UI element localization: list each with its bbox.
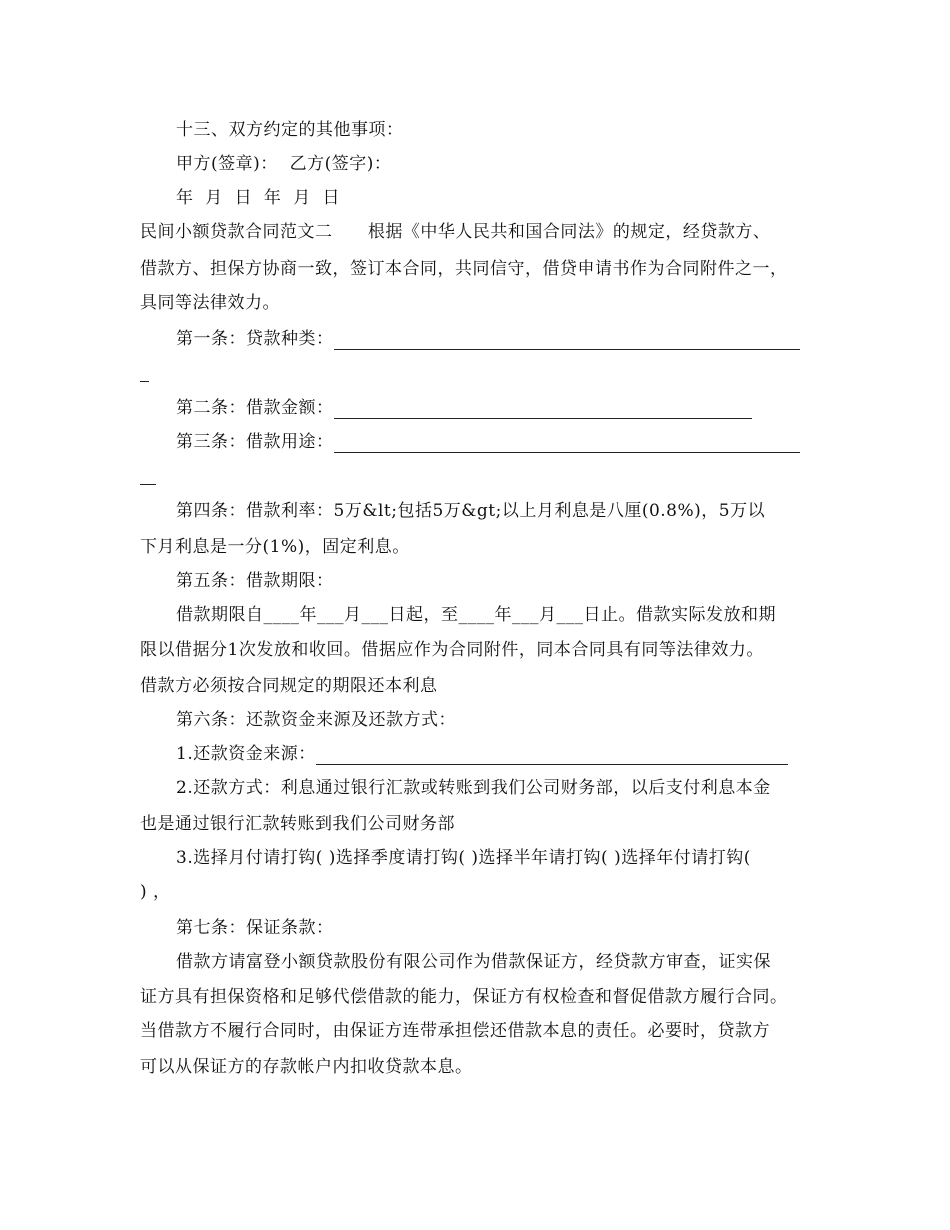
article-2-row	[176, 397, 856, 419]
clause-13-heading: 十三、双方约定的其他事项：	[176, 120, 404, 140]
date-line: 年 月 日 年 月 日	[176, 188, 341, 208]
article-2-label: 第二条：借款金额：	[176, 398, 334, 418]
article-7-line-3: 当借款方不履行合同时，由保证方连带承担偿还借款本息的责任。必要时，贷款方	[140, 1021, 770, 1041]
article-1-blank	[334, 333, 800, 350]
article-2-blank	[334, 402, 752, 419]
article-6-item-3-line-2: ) ，	[140, 882, 171, 902]
article-3-label: 第三条：借款用途：	[176, 432, 334, 452]
article-5-line-2: 限以借据分1次发放和收回。借据应作为合同附件，同本合同具有同等法律效力。	[140, 640, 764, 660]
article-3-blank-continuation	[140, 484, 156, 485]
article-3-blank	[334, 436, 800, 453]
article-7-line-1: 借款方请富登小额贷款股份有限公司作为借款保证方，经贷款方审查，证实保	[176, 952, 771, 972]
article-6-heading: 第六条：还款资金来源及还款方式：	[176, 710, 456, 730]
article-6-item-2-line-2: 也是通过银行汇款转账到我们公司财务部	[140, 814, 455, 834]
paragraph-intro-line-3: 具同等法律效力。	[140, 293, 280, 313]
article-3-row	[176, 431, 856, 453]
article-6-item-1-label: 1.还款资金来源：	[176, 744, 316, 764]
article-1-blank-continuation	[140, 381, 149, 382]
article-7-line-2: 证方具有担保资格和足够代偿借款的能力，保证方有权检查和督促借款方履行合同。	[140, 987, 788, 1007]
article-7-heading: 第七条：保证条款：	[176, 918, 334, 938]
article-5-line-1: 借款期限自____年___月___日起，至____年___月___日止。借款实际发放和期	[176, 605, 776, 625]
article-6-item-2-line-1: 2.还款方式：利息通过银行汇款或转账到我们公司财务部，以后支付利息本金	[176, 778, 771, 798]
article-6-item-3-line-1: 3.选择月付请打钩( )选择季度请打钩( )选择半年请打钩( )选择年付请打钩(	[176, 848, 751, 868]
article-5-line-3: 借款方必须按合同规定的期限还本利息	[140, 676, 438, 696]
article-7-line-4: 可以从保证方的存款帐户内扣收贷款本息。	[140, 1057, 473, 1077]
article-4-line-1: 第四条：借款利率：5万&lt;包括5万&gt;以上月利息是八厘(0.8%)，5万以	[176, 501, 766, 521]
article-1-label: 第一条：贷款种类：	[176, 329, 334, 349]
article-1-row	[176, 328, 856, 350]
signature-line: 甲方(签章)： 乙方(签字)：	[176, 154, 392, 174]
article-6-item-1-blank	[316, 748, 788, 765]
article-5-heading: 第五条：借款期限：	[176, 571, 334, 591]
article-4-line-2: 下月利息是一分(1%)，固定利息。	[140, 537, 410, 557]
paragraph-intro-line-2: 借款方、担保方协商一致，签订本合同，共同信守，借贷申请书作为合同附件之一，	[140, 259, 788, 279]
paragraph-intro-line-1: 民间小额贷款合同范文二 根据《中华人民共和国合同法》的规定，经贷款方、	[140, 222, 771, 242]
article-6-item-1-row	[176, 743, 856, 765]
